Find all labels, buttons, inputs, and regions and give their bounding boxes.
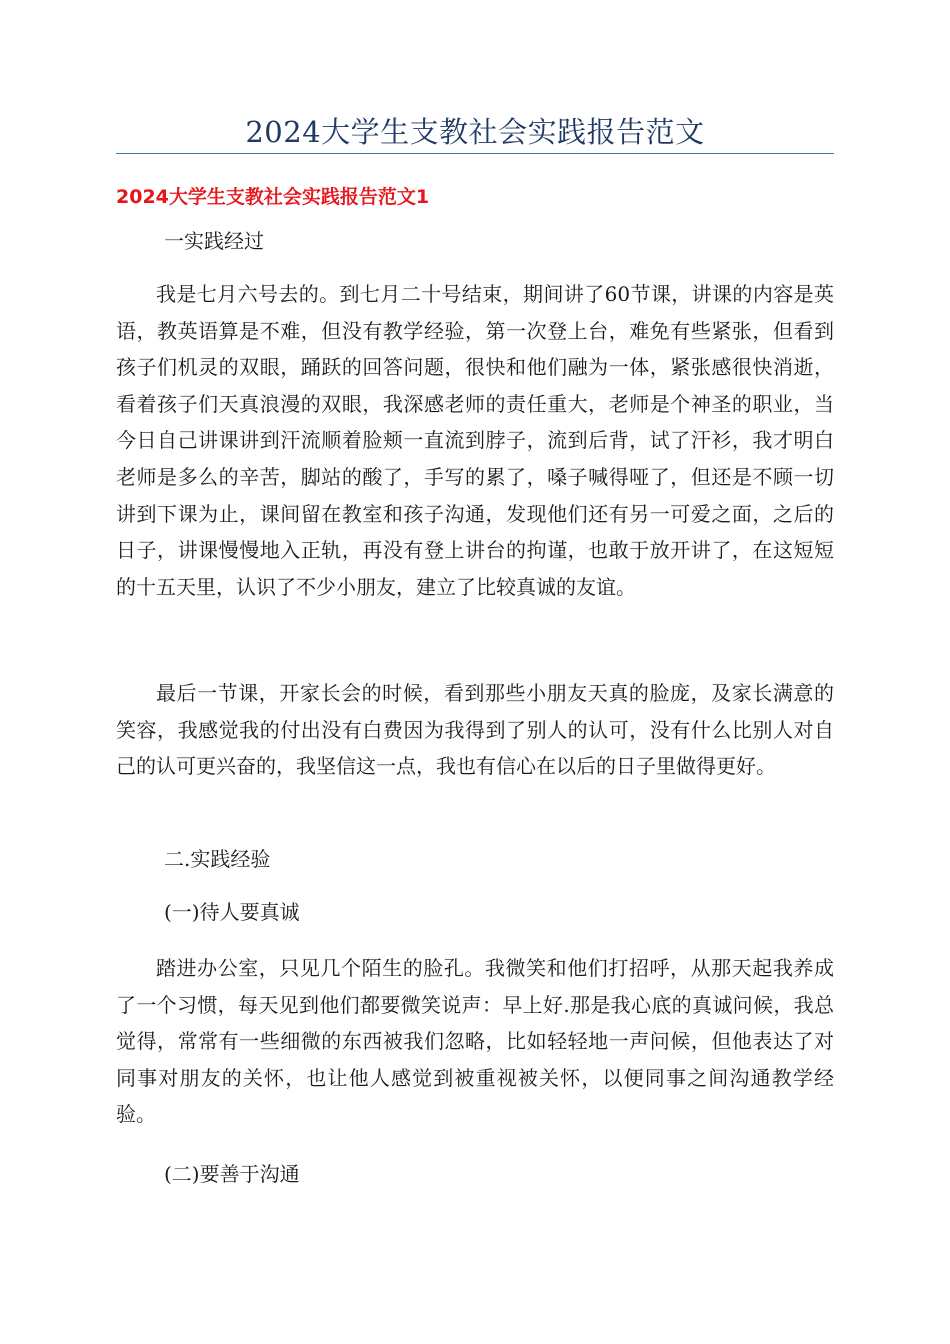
section-title: 2024大学生支教社会实践报告范文1: [116, 186, 430, 208]
subheading-sincerity: (一)待人要真诚: [164, 900, 300, 924]
subheading-communication: (二)要善于沟通: [164, 1162, 300, 1186]
paragraph-1: 我是七月六号去的。到七月二十号结束，期间讲了60节课，讲课的内容是英语，教英语算是不难，但没有教学经验，第一次登上台，难免有些紧张，但看到孩子们机灵的双眼，踊跃的回答问题，很快和他们融为一体，紧张感很快消逝，看着孩子们天真浪漫的双眼，我深感老师的责任重大，老师是个神圣的职业，当今日自己讲课讲到汗流顺着脸颊一直流到脖子，流到后背，试了汗衫，我才明白老师是多么的辛苦，脚站的酸了，手写的累了，嗓子喊得哑了，但还是不顾一切讲到下课为止，课间留在教室和孩子沟通，发现他们还有另一可爱之面，之后的日子，讲课慢慢地入正轨，再没有登上讲台的拘谨，也敢于放开讲了，在这短短的十五天里，认识了不少小朋友，建立了比较真诚的友谊。: [116, 282, 834, 599]
paragraph-3: 踏进办公室，只见几个陌生的脸孔。我微笑和他们打招呼，从那天起我养成了一个习惯，每天见到他们都要微笑说声：早上好.那是我心底的真诚问候，我总觉得，常常有一些细微的东西被我们忽略，比如轻轻地一声问候，但他表达了对同事对朋友的关怀，也让他人感觉到被重视被关怀，以便同事之间沟通教学经验。: [116, 956, 834, 1127]
document-title: 2024大学生支教社会实践报告范文: [245, 115, 705, 149]
paragraph-2: 最后一节课，开家长会的时候，看到那些小朋友天真的脸庞，及家长满意的笑容，我感觉我的付出没有白费因为我得到了别人的认可，没有什么比别人对自己的认可更兴奋的，我坚信这一点，我也有信心在以后的日子里做得更好。: [116, 681, 834, 779]
title-underline: [116, 153, 834, 154]
subheading-practice-process: 一实践经过: [164, 229, 264, 253]
subheading-practice-experience: 二.实践经验: [164, 847, 271, 871]
